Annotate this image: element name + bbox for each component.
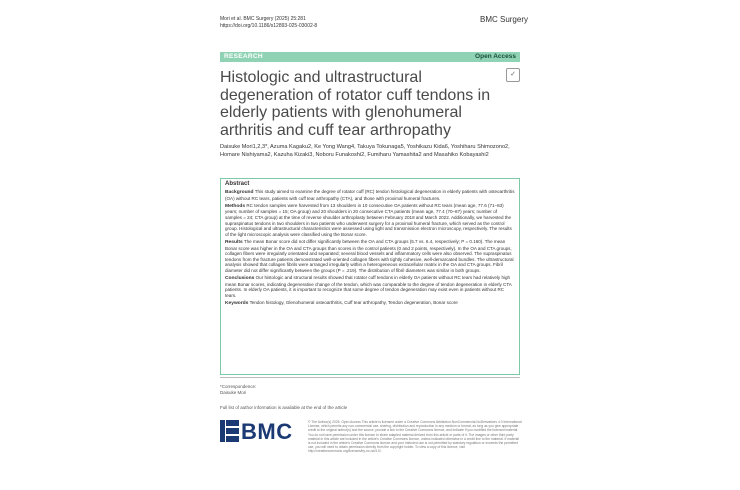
citation-header <box>220 16 317 30</box>
abstract-conclusions <box>225 275 515 298</box>
license-text: © The Author(s) 2025. Open Access This article is licensed under a Creative Commons Attribution-NonCommercial-NoDerivatives 4.0 International License, which permits any non-commercial use, sharing, distribution and reproduction in any medium or format, as long as you give appropriate credit to the original author(s) and the source, provide a link to the Creative Commons licence, and indicate if you modified the licensed material. You do not have permission under this licence to share adapted material derived from this article or parts of it. The images or other third party material in this article are included in the article's Creative Commons licence, unless indicated otherwise in a credit line to the material. If material is not included in the article's Creative Commons licence and your intended use is not permitted by statutory regulation or exceeds the permitted use, you will need to obtain permission directly from the copyright holder. To view a copy of this licence, visit http://creativecommons.org/licenses/by-nc-nd/4.0/. <box>308 420 522 454</box>
abstract-heading: Abstract <box>225 181 250 187</box>
correspondence-label: *Correspondence: <box>220 384 257 389</box>
keywords-text: Tendon histology, Glenohumeral osteoarthritis, Cuff tear arthropathy, Tendon degeneration, Bonar score <box>249 300 458 306</box>
author-info-note: Full list of author information is available at the end of the article <box>220 405 348 410</box>
abstract-results <box>225 239 515 274</box>
section-divider <box>220 377 520 378</box>
doi-link[interactable]: https://doi.org/10.1186/s12893-025-03002-8 <box>220 23 318 29</box>
background-label: Background <box>225 190 254 196</box>
results-text: The mean Bonar score did not differ significantly between the OA and CTA groups (5.7 vs. 6.4, respectively; P = 0.160). The mean Bonar score was higher in the OA and CTA groups than scores in the control patients (0 and 2 points, respectively). In the OA and CTA groups, collagen fibers were irregularly orientated and separated; several blood vessels and inflammatory cells were also observed. The supraspinatus tendons from the fracture patients demonstrated well-oriented collagen fibers with tightly cohesive, well-demarcated bundles. The ultrastructural analysis showed that collagen fibrils were arranged irregularly within a heterogeneous extracellular matrix in the OA and CTA groups. Fibril diameter did not differ significantly between the groups (P = .219). The distribution of fibril diameters was similar in both groups. <box>225 239 514 273</box>
methods-text: RC tendon samples were harvested from 13 shoulders in 10 consecutive OA patients without RC tears (mean age, 77.6 (71–83) years; number of samples = 15; OA group) and 20 shoulders in 20 consecutive CTA patients (mean age, 77.4 (70–87) years; number of samples = 24; CTA group) at the time of reverse shoulder arthroplasty between February 2018 and March 2022. Additionally, we harvested the supraspinatus tendons in two shoulders in two patients who underwent surgery for a proximal humeral fracture, which served as the control group. Histological and ultrastructural characteristics were assessed using light and transmission electron microscopy, respectively. The results of the light microscopic analysis were classified using the Bonar score. <box>225 202 512 237</box>
keywords-label: Keywords <box>225 301 249 307</box>
open-access-label: Open Access <box>475 53 516 60</box>
abstract-background <box>225 189 515 201</box>
background-text: This study aimed to examine the degree of rotator cuff (RC) tendon histological degeneration in elderly patients with osteoarthritis (OA) without RC tears, patients with cuff tear arthropathy (CTA), and those with proximal humeral fractures. <box>225 189 515 201</box>
journal-name: BMC Surgery <box>479 15 528 24</box>
article-page <box>206 0 534 490</box>
abstract-box <box>220 178 520 375</box>
abstract-keywords <box>225 300 515 307</box>
conclusions-label: Conclusions <box>225 276 255 282</box>
article-type-label: RESEARCH <box>224 53 263 60</box>
citation-line: Mori et al. BMC Surgery (2025) 25:281 <box>220 16 306 22</box>
abstract-methods <box>225 203 515 238</box>
results-label: Results <box>225 240 243 246</box>
conclusions-text: Our histologic and structural results showed that rotator cuff tendons in elderly OA patients without RC tears had relatively high mean Bonar scores, indicating degenerative change of the tendon, which was comparable to the degree of tendon degeneration in elderly CTA patients. In elderly OA patients, it is important to recognize that some degree of tendon degeneration may exist even in patients without RC tears. <box>225 275 512 298</box>
correspondence-name: Daisuke Mori <box>220 389 247 395</box>
bmc-logo[interactable] <box>220 418 300 446</box>
bmc-logo-icon <box>220 418 240 444</box>
article-title: Histologic and ultrastructural degeneration of rotator cuff tendons in elderly patients with glenohumeral arthritis and cuff tear arthropathy <box>220 69 491 139</box>
methods-label: Methods <box>225 203 246 209</box>
author-list: Daisuke Mori1,2,3*, Azuma Kagaku2, Ke Yong Wang4, Takuya Tokunaga5, Yoshikazu Kida6, Yoshiharu Shimozono2, Homare Nishiyama2, Kazuha Kizaki3, Noboru Funakoshi2, Fumiharu Yamashita2 and Masahiko Kobayashi2 <box>220 144 510 158</box>
research-banner <box>220 52 520 62</box>
correspondence <box>220 384 256 395</box>
crossmark-icon[interactable]: ✓ <box>506 68 520 82</box>
bmc-logo-text: BMC <box>241 419 293 444</box>
